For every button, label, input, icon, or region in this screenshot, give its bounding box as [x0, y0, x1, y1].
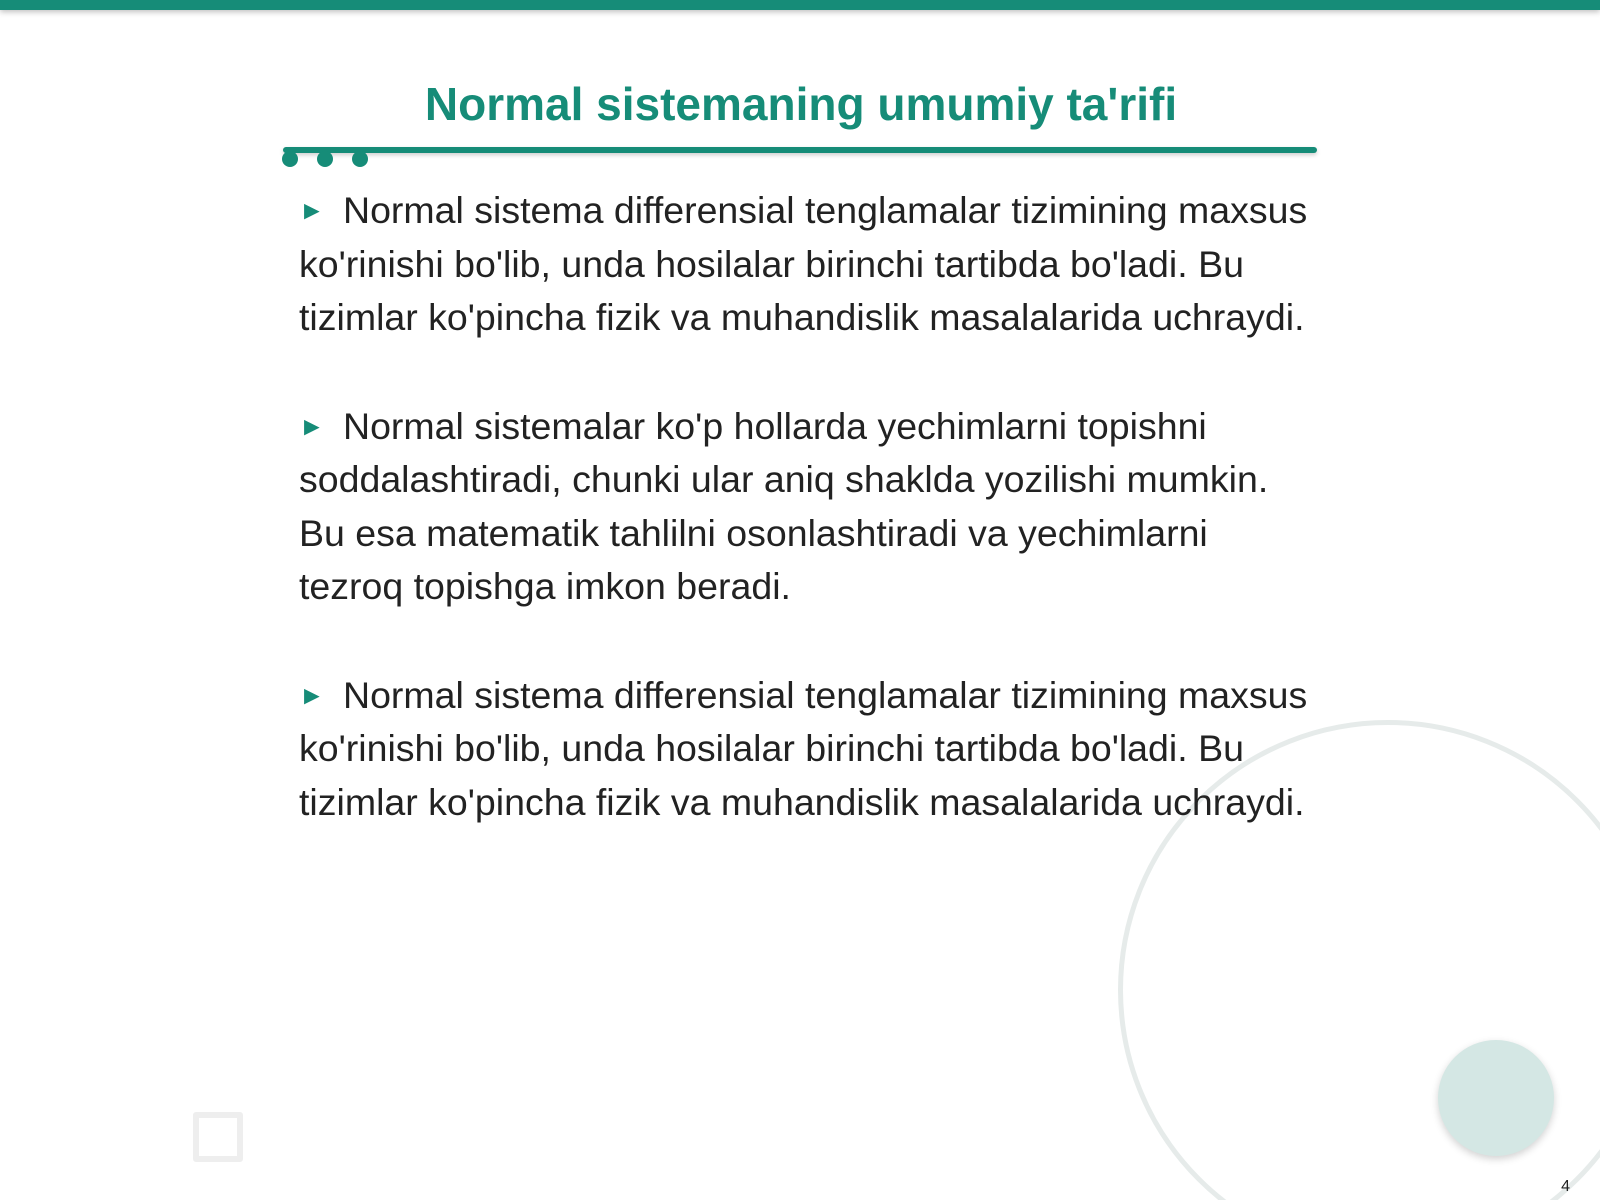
triangle-right-icon: ► — [299, 410, 325, 441]
top-accent-bar — [0, 0, 1600, 10]
triangle-right-icon: ► — [299, 679, 325, 710]
slide-title: Normal sistemaning umumiy ta'rifi — [424, 78, 1178, 130]
page-number: 4 — [1561, 1178, 1570, 1195]
bullet-item — [299, 669, 1309, 830]
bullet-text: Normal sistema differensial tenglamalar tizimining maxsus ko'rinishi bo'lib, unda hosilalar birinchi tartibda bo'ladi. Bu tizimlar ko'pincha fizik va muhandislik masalalarida uchraydi. — [299, 673, 1308, 823]
decorative-square — [193, 1112, 243, 1162]
bullet-item — [299, 400, 1309, 614]
bullet-text: Normal sistema differensial tenglamalar tizimining maxsus ko'rinishi bo'lib, unda hosilalar birinchi tartibda bo'ladi. Bu tizimlar ko'pincha fizik va muhandislik masalalarida uchraydi. — [299, 189, 1308, 338]
title-underline — [283, 147, 1317, 153]
title-dot-3 — [352, 151, 368, 167]
title-dot-1 — [282, 151, 298, 167]
title-dot-2 — [317, 151, 333, 167]
bullet-item — [299, 184, 1309, 345]
bullet-list — [299, 184, 1309, 884]
bullet-text: Normal sistemalar ko'p hollarda yechimlarni topishni soddalashtiradi, chunki ular aniq shaklda yozilishi mumkin. Bu esa matematik tahlilni osonlashtiradi va yechimlarni tezroq topishga imkon beradi. — [299, 404, 1269, 607]
decorative-circle — [1438, 1040, 1554, 1156]
triangle-right-icon: ► — [299, 195, 325, 225]
